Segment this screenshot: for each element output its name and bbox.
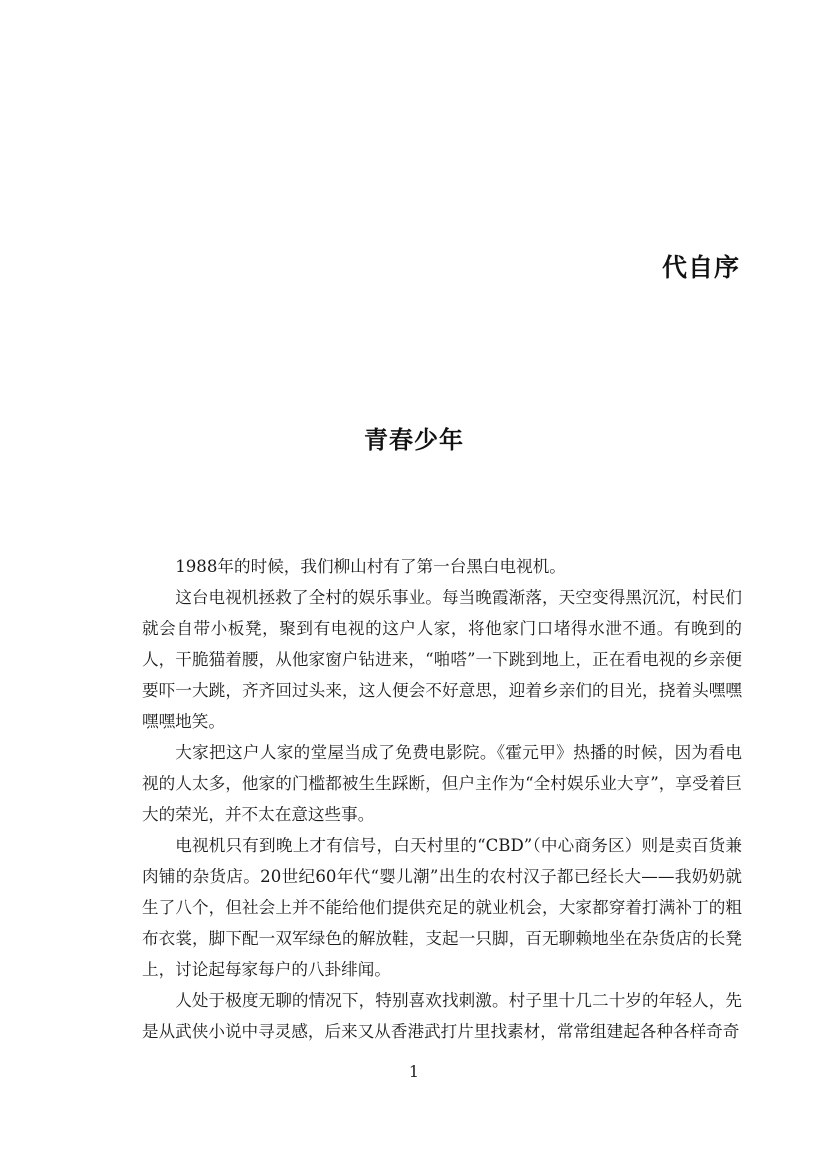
- body-text: [142, 551, 742, 1047]
- page-number: 1: [408, 1062, 420, 1081]
- paragraph: 这台电视机拯救了全村的娱乐事业。每当晚霞渐落，天空变得黑沉沉，村民们就会自带小板凳，聚到有电视的这户人家，将他家门口堵得水泄不通。有晚到的人，干脆猫着腰，从他家窗户钻进来，“啪嗒”一下跳到地上，正在看电视的乡亲便要吓一大跳，齐齐回过头来，这人便会不好意思，迎着乡亲们的目光，挠着头嘿嘿嘿嘿地笑。: [142, 588, 742, 731]
- paragraph: 大家把这户人家的堂屋当成了免费电影院。《霍元甲》热播的时候，因为看电视的人太多，他家的门槛都被生生踩断，但户主作为“全村娱乐业大亨”，享受着巨大的荣光，并不太在意这些事。: [142, 743, 742, 824]
- section-title: 代自序: [661, 253, 740, 282]
- paragraph: 电视机只有到晚上才有信号，白天村里的“CBD”（中心商务区）则是卖百货兼肉铺的杂货店。20世纪60年代“婴儿潮”出生的农村汉子都已经长大——我奶奶就生了八个，但社会上并不能给他们提供充足的就业机会，大家都穿着打满补丁的粗布衣裳，脚下配一双军绿色的解放鞋，支起一只脚，百无聊赖地坐在杂货店的长凳上，讨论起每家每户的八卦绯闻。: [142, 836, 742, 979]
- paragraph: 1988年的时候，我们柳山村有了第一台黑白电视机。: [175, 557, 566, 576]
- essay-title: 青春少年: [364, 426, 464, 454]
- paragraph: 人处于极度无聊的情况下，特别喜欢找刺激。村子里十几二十岁的年轻人，先是从武侠小说中寻灵感，后来又从香港武打片里找素材，常常组建起各种各样奇奇: [142, 991, 742, 1041]
